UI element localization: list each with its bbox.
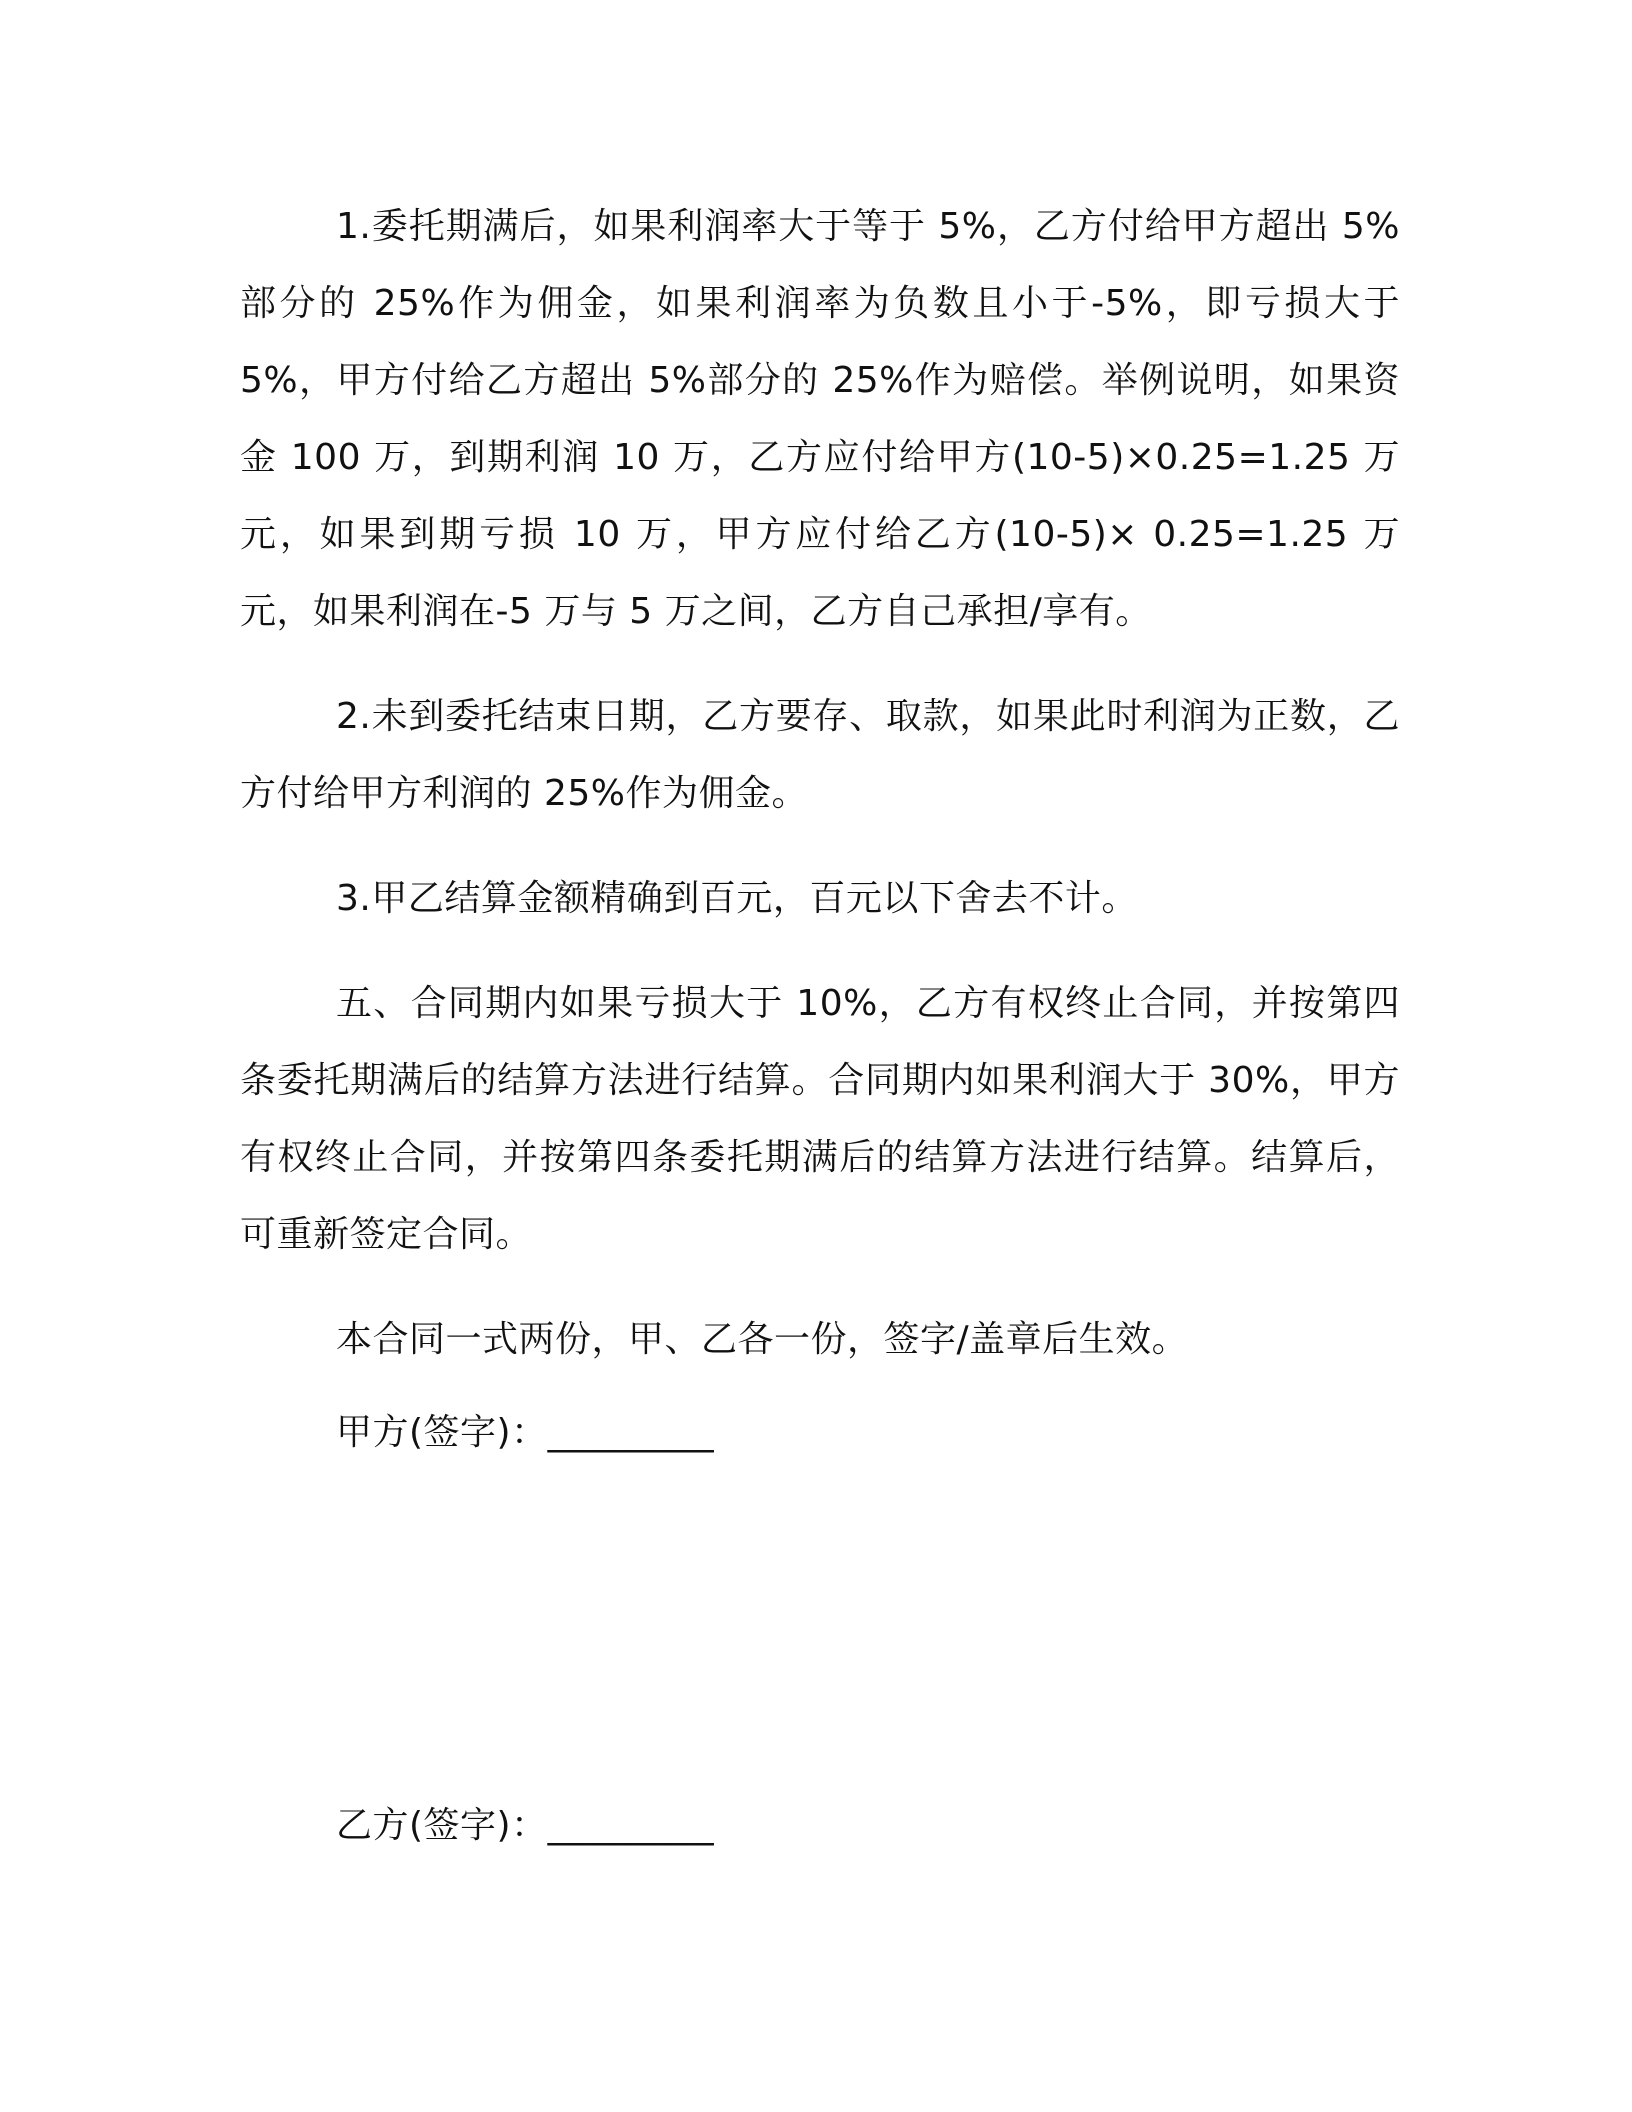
signature-party-b-label: 乙方(签字)： xyxy=(336,1805,548,1846)
paragraph-termination: 五、合同期内如果亏损大于 10%，乙方有权终止合同，并按第四条委托期满后的结算方法进行结算。合同期内如果利润大于 30%，甲方有权终止合同，并按第四条委托期满后的结算方法进行结算。结算后，可重新签定合同。 xyxy=(240,983,1400,1255)
paragraph-copies: 本合同一式两份，甲、乙各一份，签字/盖章后生效。 xyxy=(336,1319,1189,1360)
paragraph-rounding: 3.甲乙结算金额精确到百元，百元以下舍去不计。 xyxy=(336,878,1138,919)
signature-party-b xyxy=(336,1787,714,1864)
signature-party-b-blank[interactable]: _________ xyxy=(547,1805,715,1846)
document-body xyxy=(240,188,1400,1406)
paragraph-early-withdrawal: 2.未到委托结束日期，乙方要存、取款，如果此时利润为正数，乙方付给甲方利润的 25%作为佣金。 xyxy=(240,696,1400,814)
paragraph-settlement-expiry: 1.委托期满后，如果利润率大于等于 5%，乙方付给甲方超出 5%部分的 25%作为佣金，如果利润率为负数且小于-5%，即亏损大于 5%，甲方付给乙方超出 5%部分的 25%作为赔偿。举例说明，如果资金 100 万，到期利润 10 万，乙方应付给甲方(10-5)×0.25=1.25 万元，如果到期亏损 10 万，甲方应付给乙方(10-5)× 0.25=1.25 万元，如果利润在-5 万与 5 万之间，乙方自己承担/享有。 xyxy=(240,206,1400,632)
signature-party-a-label: 甲方(签字)： xyxy=(336,1412,548,1453)
signature-party-a xyxy=(336,1394,714,1471)
signature-party-a-blank[interactable]: _________ xyxy=(547,1412,715,1453)
